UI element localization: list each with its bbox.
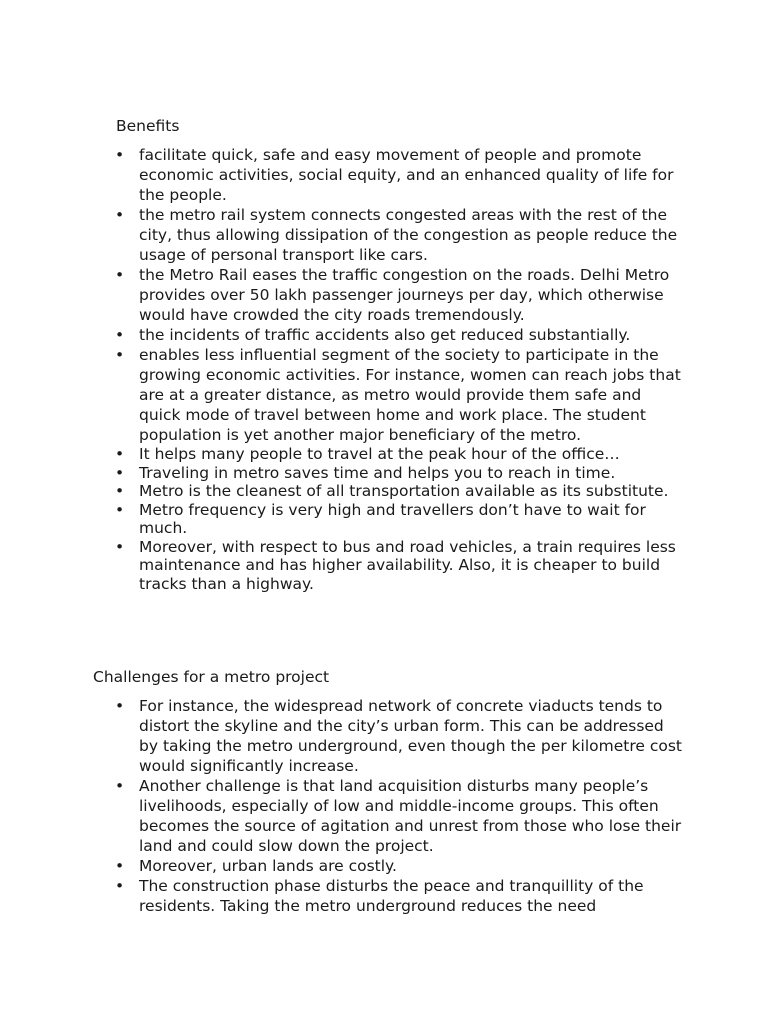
bullet-icon: • bbox=[115, 877, 125, 895]
bullet-icon: • bbox=[115, 500, 125, 519]
list-item-text: Traveling in metro saves time and helps you to reach in time. bbox=[139, 463, 616, 482]
list-item-text: the incidents of traffic accidents also get reduced substantially. bbox=[139, 326, 631, 344]
list-item bbox=[115, 463, 684, 483]
list-item-text: Moreover, with respect to bus and road vehicles, a train requires less maintenance and has higher availability. Also, it is cheaper to build tracks than a highway. bbox=[139, 537, 676, 593]
bullet-icon: • bbox=[115, 206, 125, 224]
list-item-text: For instance, the widespread network of concrete viaducts tends to distort the skyline and the city’s urban form. This can be addressed by taking the metro underground, even though the per kilometre cost would significantly increase. bbox=[139, 697, 682, 775]
benefits-list bbox=[115, 145, 684, 593]
benefits-heading: Benefits bbox=[116, 117, 180, 135]
bullet-icon: • bbox=[115, 346, 125, 364]
bullet-icon: • bbox=[115, 463, 125, 482]
list-item-text: Metro frequency is very high and travellers don’t have to wait for much. bbox=[139, 500, 646, 537]
list-item bbox=[115, 776, 684, 856]
bullet-icon: • bbox=[115, 697, 125, 715]
bullet-icon: • bbox=[115, 482, 125, 500]
bullet-icon: • bbox=[115, 537, 125, 556]
list-item bbox=[115, 500, 684, 538]
list-item bbox=[115, 856, 684, 876]
list-item bbox=[115, 696, 684, 776]
list-item-text: Another challenge is that land acquisition disturbs many people’s livelihoods, especially of low and middle-income groups. This often becomes the source of agitation and unrest from those who lose their land and could slow down the project. bbox=[139, 777, 682, 855]
bullet-icon: • bbox=[115, 146, 125, 164]
list-item-text: Metro is the cleanest of all transportation available as its substitute. bbox=[139, 482, 669, 500]
list-item-text: the Metro Rail eases the traffic congestion on the roads. Delhi Metro provides over 50 lakh passenger journeys per day, which otherwise would have crowded the city roads tremendously. bbox=[139, 266, 670, 324]
list-item bbox=[115, 325, 684, 345]
list-item-text: the metro rail system connects congested areas with the rest of the city, thus allowing dissipation of the congestion as people reduce the usage of personal transport like cars. bbox=[139, 206, 678, 264]
list-item bbox=[115, 145, 684, 205]
list-item bbox=[115, 482, 684, 501]
bullet-icon: • bbox=[115, 857, 125, 875]
list-item bbox=[115, 445, 684, 464]
challenges-heading: Challenges for a metro project bbox=[93, 668, 330, 686]
list-item bbox=[115, 345, 684, 445]
list-item bbox=[115, 205, 684, 265]
list-item bbox=[115, 265, 684, 325]
bullet-icon: • bbox=[115, 266, 125, 284]
list-item-text: Moreover, urban lands are costly. bbox=[139, 857, 397, 875]
list-item-text: facilitate quick, safe and easy movement of people and promote economic activities, social equity, and an enhanced quality of life for the people. bbox=[139, 146, 674, 204]
bullet-icon: • bbox=[115, 326, 125, 344]
list-item-text: enables less influential segment of the society to participate in the growing economic activities. For instance, women can reach jobs that are at a greater distance, as metro would provide them safe and quick mode of travel between home and work place. The student population is yet another major beneficiary of the metro. bbox=[139, 346, 681, 444]
bullet-icon: • bbox=[115, 777, 125, 795]
list-item bbox=[115, 876, 684, 916]
challenges-list bbox=[115, 696, 684, 916]
list-item-text: The construction phase disturbs the peace and tranquillity of the residents. Taking the metro underground reduces the need bbox=[139, 877, 644, 915]
bullet-icon: • bbox=[115, 445, 125, 463]
list-item bbox=[115, 537, 684, 594]
list-item-text: It helps many people to travel at the peak hour of the office… bbox=[139, 445, 620, 463]
